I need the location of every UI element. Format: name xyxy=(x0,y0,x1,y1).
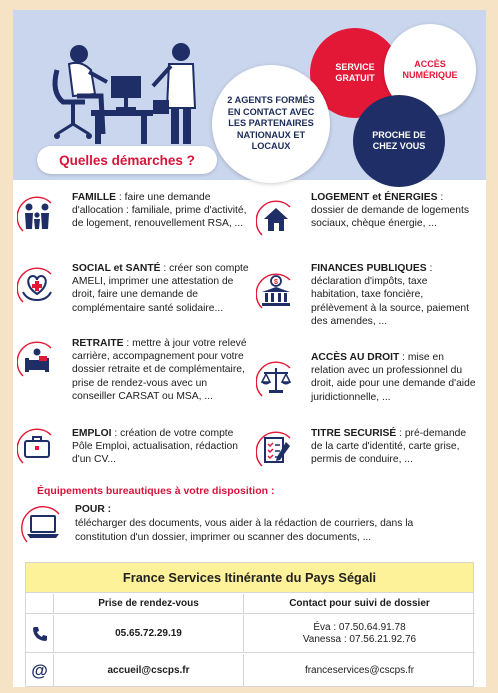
badge-acces-numerique: ACCÈS NUMÉRIQUE xyxy=(384,24,476,116)
item-titre: TITRE SECURISÉ : pré-demande de la carte d'identité, carte grise, permis de conduire, ... xyxy=(311,428,467,466)
email-rdv[interactable]: accueil@cscps.fr xyxy=(54,654,244,687)
contact-table-header-row xyxy=(26,594,475,614)
bank-coin-icon xyxy=(256,272,296,312)
item-logement: LOGEMENT et ÉNERGIES : dossier de demande de logements sociaux, chèque énergie, ... xyxy=(311,192,469,230)
column-header-rdv: Prise de rendez-vous xyxy=(54,594,244,613)
justice-scale-icon xyxy=(256,360,296,400)
laptop-icon xyxy=(21,506,65,546)
family-icon xyxy=(17,195,57,235)
health-heart-icon xyxy=(17,266,57,306)
house-icon xyxy=(256,199,296,239)
equipment-description: POUR : télécharger des documents, vous aider à la rédaction de courriers, dans la constitution d'un dossier, imprimer ou scanner des documents, ... xyxy=(75,504,414,543)
item-retraite: RETRAITE : mettre à jour votre relevé carrière, accompagnement pour votre dossier retraite et de complémentaire, prise de rendez-vous avec un conseiller CARSAT ou MSA, ... xyxy=(72,338,247,402)
at-sign-icon: @ xyxy=(31,660,48,680)
office-workers-illustration-icon xyxy=(33,30,208,145)
column-header-contact: Contact pour suivi de dossier xyxy=(289,597,430,609)
item-emploi: EMPLOI : création de votre compte Pôle Emploi, actualisation, rédaction d'un CV... xyxy=(72,428,238,466)
armchair-reading-icon xyxy=(17,340,57,380)
contact-row-email xyxy=(26,654,475,687)
email-contact[interactable]: franceservices@cscps.fr xyxy=(304,664,415,676)
section-question: Quelles démarches ? xyxy=(37,146,217,174)
contact-row-phone xyxy=(26,615,475,653)
badge-proche: PROCHE DE CHEZ VOUS xyxy=(353,95,445,187)
item-finances: FINANCES PUBLIQUES : déclaration d'impôts, taxe habitation, taxe foncière, prélèvement à la source, paiement des amendes, ... xyxy=(311,263,469,327)
item-social: SOCIAL et SANTÉ : créer son compte AMELI, imprimer une attestation de droit, faire une demande de complémentaire santé solidaire... xyxy=(72,263,249,314)
contact-table xyxy=(25,562,474,687)
flyer xyxy=(13,10,486,687)
phone-icon xyxy=(32,626,48,642)
checklist-pen-icon xyxy=(256,430,296,470)
hero-banner xyxy=(13,10,486,180)
contact-table-title: France Services Itinérante du Pays Ségali xyxy=(26,563,473,593)
phone-number[interactable]: 05.65.72.29.19 xyxy=(54,615,244,652)
item-droit: ACCÈS AU DROIT : mise en relation avec un professionnel du droit, aide pour une demande d'aide juridictionnelle, ... xyxy=(311,352,476,403)
briefcase-icon xyxy=(17,427,57,467)
contact-phones: Éva : 07.50.64.91.78 Vanessa : 07.56.21.92.76 xyxy=(302,621,417,645)
item-famille: FAMILLE : faire une demande d'allocation : familiale, prime d'activité, de logement, renouvellement RSA, ... xyxy=(72,192,247,230)
badge-service-gratuit: SERVICE GRATUIT xyxy=(310,28,400,118)
badge-agents: 2 AGENTS FORMÉS EN CONTACT AVEC LES PARTENAIRES NATIONAUX ET LOCAUX xyxy=(212,65,330,183)
svg-text:$: $ xyxy=(274,279,278,286)
equipment-title: Équipements bureautiques à votre disposition : xyxy=(37,485,275,497)
